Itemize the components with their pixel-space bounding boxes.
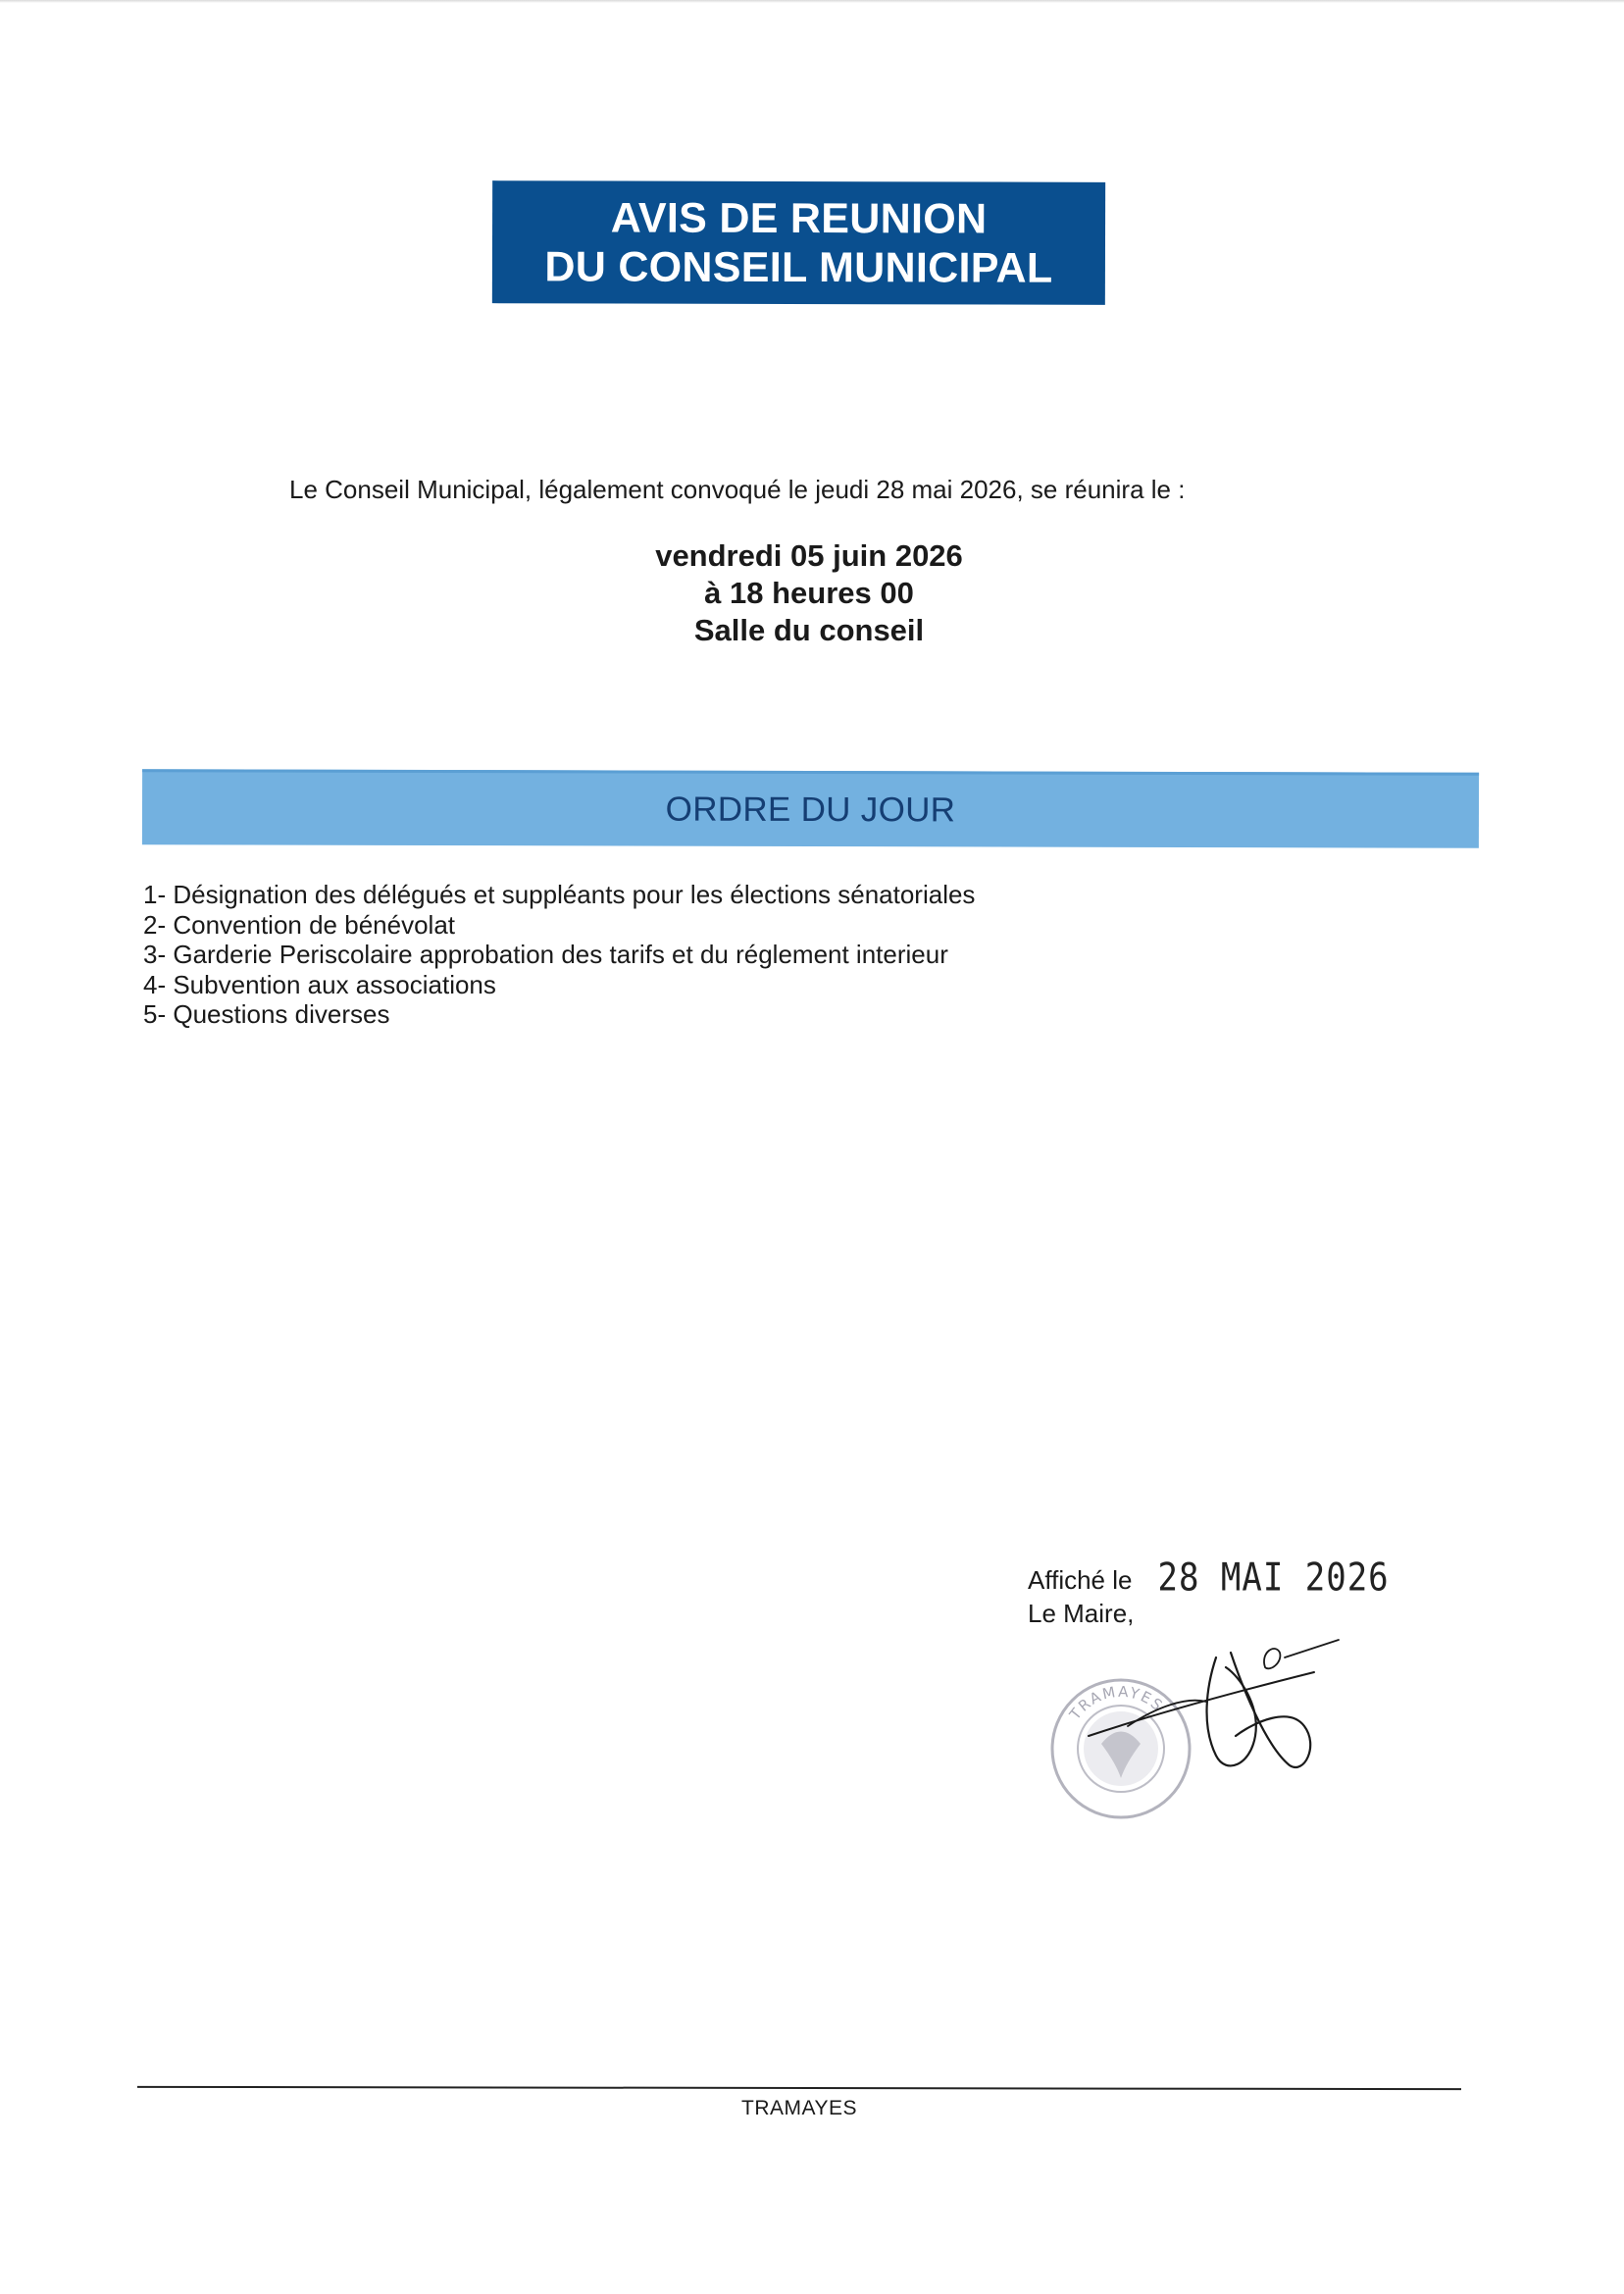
notice-title-line-1: AVIS DE REUNION bbox=[610, 193, 988, 243]
posting-stamp-date: 28 MAI 2026 bbox=[1157, 1555, 1390, 1601]
convocation-text: Le Conseil Municipal, légalement convoqué le jeudi 28 mai 2026, se réunira le : bbox=[289, 475, 1186, 504]
agenda-title: ORDRE DU JOUR bbox=[665, 790, 956, 830]
meeting-date: vendredi 05 juin 2026 bbox=[655, 538, 963, 573]
agenda-list bbox=[143, 880, 975, 1030]
meeting-details bbox=[510, 537, 1108, 649]
agenda-item: 5- Questions diverses bbox=[143, 999, 390, 1029]
agenda-item: 1- Désignation des délégués et suppléants pour les élections sénatoriales bbox=[143, 880, 976, 909]
mayor-signature-icon bbox=[1069, 1628, 1344, 1785]
meeting-place: Salle du conseil bbox=[693, 613, 925, 647]
posting-label: Affiché le bbox=[1028, 1565, 1133, 1595]
signatory-label: Le Maire, bbox=[1028, 1599, 1135, 1628]
posting-row bbox=[1028, 1555, 1390, 1601]
agenda-item: 2- Convention de bénévolat bbox=[143, 909, 456, 940]
page-top-edge bbox=[0, 0, 1624, 3]
posting-block bbox=[1028, 1555, 1390, 1630]
agenda-item: 4- Subvention aux associations bbox=[143, 969, 496, 999]
notice-title-line-2: DU CONSEIL MUNICIPAL bbox=[544, 242, 1053, 292]
footer-rule bbox=[137, 2086, 1461, 2090]
meeting-time: à 18 heures 00 bbox=[704, 576, 914, 610]
footer-commune: TRAMAYES bbox=[741, 2097, 857, 2119]
seal-text: TRAMAYES bbox=[1066, 1682, 1168, 1723]
agenda-banner bbox=[142, 769, 1479, 848]
notice-title-box bbox=[492, 180, 1105, 305]
agenda-item: 3- Garderie Periscolaire approbation des tarifs et du réglement interieur bbox=[143, 940, 948, 969]
